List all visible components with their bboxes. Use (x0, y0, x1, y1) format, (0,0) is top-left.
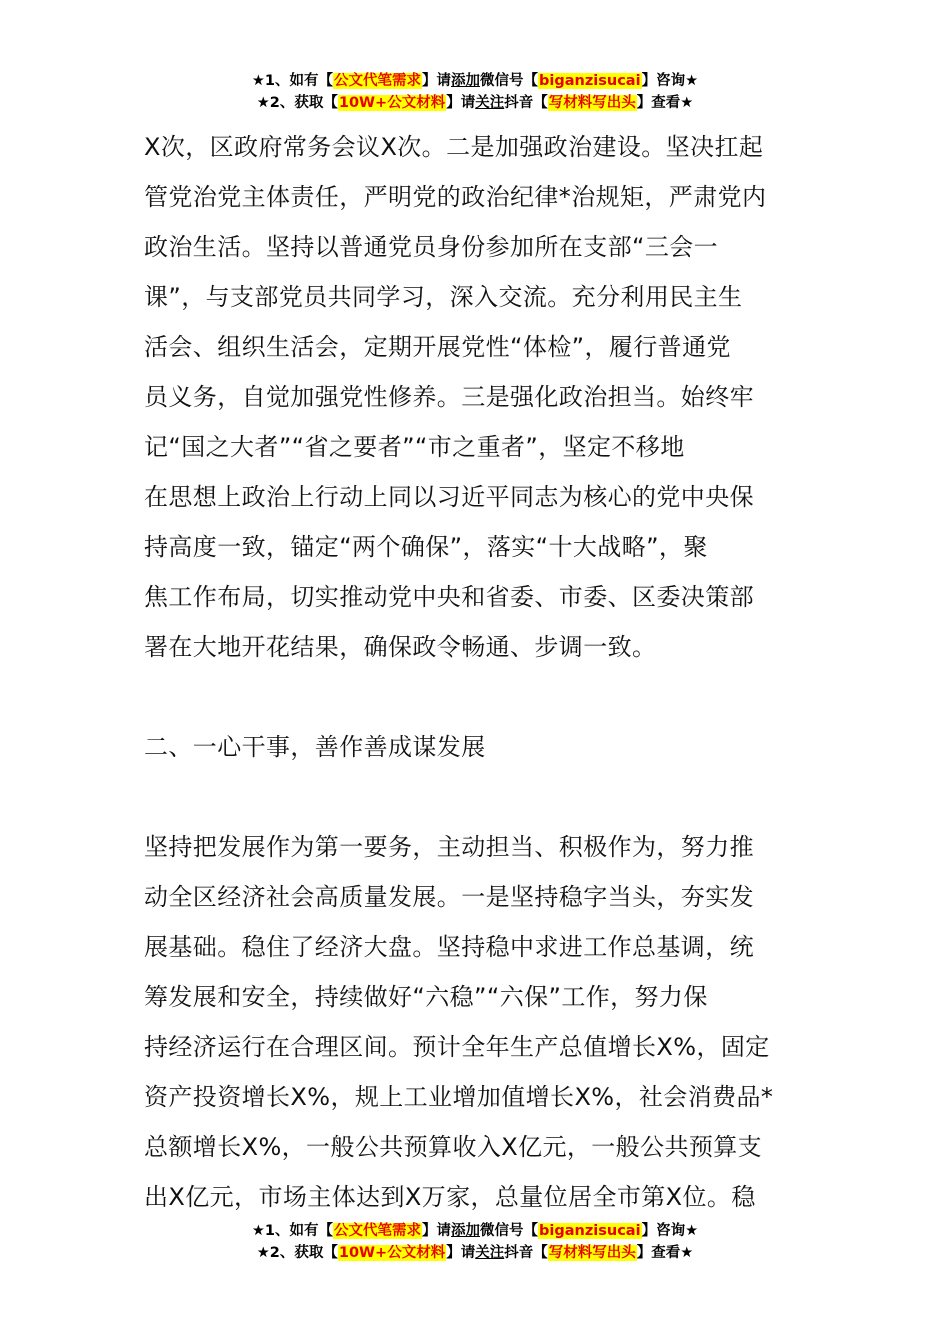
banner-highlight: 公文代笔需求 (334, 73, 422, 89)
banner-line-2 (0, 92, 950, 114)
banner-text: 微信号【 (480, 73, 539, 89)
banner-text: 】请 (446, 95, 476, 111)
paragraph-gap (144, 772, 808, 822)
banner-highlight: 10W+公文材料 (338, 95, 446, 111)
text-line: 活会、组织生活会，定期开展党性“体检”，履行普通党 (144, 333, 731, 361)
banner-text: 】请 (446, 1245, 476, 1261)
text-line: 筹发展和安全，持续做好“六稳”“六保”工作，努力保 (144, 983, 708, 1011)
text-line: 记“国之大者”“省之要者”“市之重者”，坚定不移地 (144, 433, 685, 461)
header-banner (0, 70, 950, 114)
footer-banner (0, 1220, 950, 1264)
banner-text: 抖音【 (504, 1245, 548, 1261)
banner-text: ★2、获取【 (256, 1245, 338, 1261)
banner-text: ★1、如有【 (251, 73, 334, 89)
banner-highlight: biganzisucai (539, 73, 641, 89)
text-line: 坚持把发展作为第一要务，主动担当、积极作为，努力推 (144, 833, 754, 861)
banner-line-1 (0, 70, 950, 92)
text-line: 在思想上政治上行动上同以习近平同志为核心的党中央保 (144, 483, 754, 511)
text-line: X次，区政府常务会议X次。二是加强政治建设。坚决扛起 (144, 133, 764, 161)
section-heading: 二、一心干事，善作善成谋发展 (144, 733, 486, 761)
text-line: 资产投资增长X%，规上工业增加值增长X%，社会消费品* (144, 1083, 774, 1111)
banner-text: 】查看★ (636, 1245, 694, 1261)
banner-text: ★1、如有【 (251, 1223, 334, 1239)
banner-highlight: 写材料写出头 (548, 95, 636, 111)
paragraph-political-building (144, 122, 808, 672)
text-line: 展基础。稳住了经济大盘。坚持稳中求进工作总基调，统 (144, 933, 754, 961)
text-line: 持经济运行在合理区间。预计全年生产总值增长X%，固定 (144, 1033, 770, 1061)
banner-line-2 (0, 1242, 950, 1264)
text-line: 出X亿元，市场主体达到X万家，总量位居全市第X位。稳 (144, 1183, 756, 1211)
banner-underlined: 添加 (451, 1223, 481, 1239)
banner-underlined: 关注 (475, 1245, 505, 1261)
paragraph-development (144, 822, 808, 1222)
banner-text: 抖音【 (504, 95, 548, 111)
banner-highlight: 公文代笔需求 (334, 1223, 422, 1239)
text-line: 员义务，自觉加强党性修养。三是强化政治担当。始终牢 (144, 383, 754, 411)
banner-line-1 (0, 1220, 950, 1242)
banner-highlight: 写材料写出头 (548, 1245, 636, 1261)
banner-text: 】查看★ (636, 95, 694, 111)
banner-highlight: 10W+公文材料 (338, 1245, 446, 1261)
document-body (144, 122, 808, 1222)
banner-text: 微信号【 (480, 1223, 539, 1239)
banner-underlined: 关注 (475, 95, 505, 111)
banner-text: 】咨询★ (641, 1223, 699, 1239)
text-line: 政治生活。坚持以普通党员身份参加所在支部“三会一 (144, 233, 719, 261)
banner-text: 】请 (422, 1223, 452, 1239)
text-line: 署在大地开花结果，确保政令畅通、步调一致。 (144, 633, 657, 661)
banner-text: 】咨询★ (641, 73, 699, 89)
banner-text: 】请 (422, 73, 452, 89)
banner-highlight: biganzisucai (539, 1223, 641, 1239)
banner-underlined: 添加 (451, 73, 481, 89)
text-line: 管党治党主体责任，严明党的政治纪律*治规矩，严肃党内 (144, 183, 767, 211)
text-line: 持高度一致，锚定“两个确保”，落实“十大战略”，聚 (144, 533, 708, 561)
banner-text: ★2、获取【 (256, 95, 338, 111)
text-line: 焦工作布局，切实推动党中央和省委、市委、区委决策部 (144, 583, 754, 611)
paragraph-gap (144, 672, 808, 722)
text-line: 动全区经济社会高质量发展。一是坚持稳字当头，夯实发 (144, 883, 754, 911)
text-line: 课”，与支部党员共同学习，深入交流。充分利用民主生 (144, 283, 743, 311)
text-line: 总额增长X%，一般公共预算收入X亿元，一般公共预算支 (144, 1133, 763, 1161)
